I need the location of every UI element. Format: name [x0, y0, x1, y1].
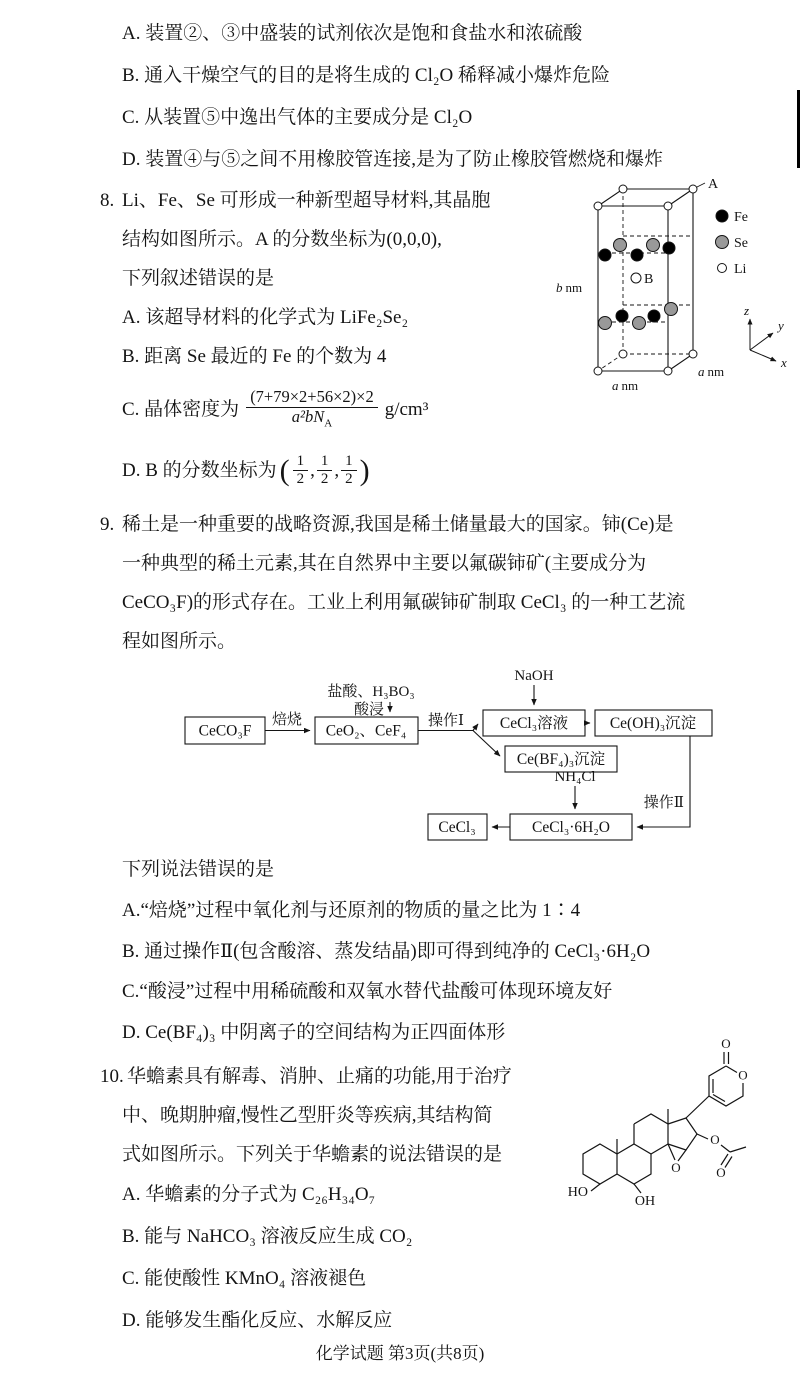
flow-box-cecl3-solution: CeCl₃溶液 [499, 715, 569, 732]
q9-number: 9. [100, 514, 115, 535]
density-fraction [246, 388, 378, 430]
flow-label-naoh: NaOH [514, 668, 554, 684]
corner-label-a: A [708, 177, 719, 192]
question-8 [0, 177, 800, 499]
ester-carbonyl-oxygen-label: O [716, 1165, 726, 1180]
flow-label-acid-leach: 酸浸 [353, 702, 384, 718]
density-denominator: $a^2bN_A$ [291, 407, 333, 430]
q8-option-a: A. 该超导材料的化学式为 LiFe₂Se₂ [122, 307, 409, 328]
flow-label-acid-reagents: 盐酸、H₃BO₃ [327, 684, 415, 700]
density-numerator: (7+79×2+56×2)×2 [246, 388, 378, 408]
q8-option-d-prefix: D. B 的分数坐标为 [122, 460, 277, 481]
q10-option-c: C. 能使酸性 KMnO₄ 溶液褪色 [122, 1268, 367, 1289]
flow-label-nh4cl: NH₄Cl [554, 769, 596, 785]
page-footer: 化学试题 第3页(共8页) [315, 1344, 485, 1363]
legend-fe-icon [716, 210, 728, 222]
q8-stem-text: Li、Fe、Se 可形成一种新型超导材料,其晶胞 [122, 190, 491, 211]
flow-step-labels [272, 668, 684, 811]
left-paren: ( [279, 453, 290, 487]
coord-fraction: $\frac{1}{2}$ [341, 453, 357, 489]
edge-label-b: b nm [556, 280, 583, 295]
q7-option-c: C. 从装置⑤中逸出气体的主要成分是 Cl₂O [122, 107, 473, 128]
ring-oxygen-label: O [738, 1067, 748, 1083]
center-label-b: B [644, 272, 654, 287]
edge-label-a2: a nm [698, 364, 725, 379]
q10-stem-line: 式如图所示。下列关于华蟾素的说法错误的是 [122, 1144, 503, 1165]
q7-option-a: A. 装置②、③中盛装的试剂依次是饱和食盐水和浓硫酸 [122, 23, 583, 44]
molecule-structure-figure [550, 1036, 795, 1211]
q10-number: 10. [100, 1066, 124, 1087]
q8-option-b: B. 距离 Se 最近的 Fe 的个数为 4 [122, 346, 387, 367]
q10-stem-line: 中、晚期肿瘤,慢性乙型肝炎等疾病,其结构简 [122, 1105, 493, 1126]
crystal-structure-figure [550, 176, 795, 406]
q9-stem-line [100, 505, 800, 544]
axis-y-label: y [778, 318, 784, 333]
b-site-atom-icon [631, 273, 641, 283]
q9-stem-line: 一种典型的稀土元素,其在自然界中主要以氟碳铈矿(主要成分为 [122, 553, 647, 574]
edge-label-a1: a nm [612, 378, 639, 393]
flow-label-op1: 操作Ⅰ [428, 713, 464, 729]
q7-option-b: B. 通入干燥空气的目的是将生成的 Cl₂O 稀释减小爆炸危险 [122, 65, 610, 86]
q9-stem-line: CeCO₃F)的形式存在。工业上利用氟碳铈矿制取 CeCl₃ 的一种工艺流 [122, 592, 686, 613]
q8-option-c-unit: g/cm³ [384, 398, 429, 420]
flow-box-cecof: CeCO₃F [198, 722, 252, 740]
flow-box-cecl3-6h2o: CeCl₃·6H₂O [532, 819, 610, 836]
axis-x-label: x [781, 355, 787, 370]
flow-label-roast: 焙烧 [271, 712, 303, 728]
q8-number: 8. [100, 190, 115, 211]
q9-option-a: A.“焙烧”过程中氧化剂与还原剂的物质的量之比为 1∶4 [122, 900, 581, 921]
q10-option-a: A. 华蟾素的分子式为 C₂₆H₃₄O₇ [122, 1184, 376, 1205]
legend-fe-label: Fe [734, 210, 748, 225]
legend-li-icon [718, 264, 727, 273]
right-paren: ) [359, 453, 370, 487]
q8-option-c-prefix: C. 晶体密度为 [122, 398, 240, 420]
lactone-oxygen-label: O [721, 1036, 731, 1051]
q10-stem-text: 华蟾素具有解毒、消肿、止痛的功能,用于治疗 [127, 1066, 512, 1087]
q9-option-d: D. Ce(BF₄)₃ 中阴离子的空间结构为正四面体形 [122, 1021, 506, 1043]
coord-fraction: $\frac{1}{2}$ [293, 453, 309, 489]
flow-box-ceo2cef4: CeO₂、CeF₄ [325, 722, 407, 740]
legend-se-label: Se [734, 236, 748, 251]
q10-option-b: B. 能与 NaHCO₃ 溶液反应生成 CO₂ [122, 1226, 413, 1247]
hydroxyl-ho-label: HO [567, 1185, 588, 1200]
question-9 [0, 505, 800, 1053]
legend-li-label: Li [734, 262, 747, 277]
flow-label-op2: 操作Ⅱ [643, 795, 684, 811]
comma: , [310, 460, 315, 481]
q9-stem-line: 程如图所示。 [122, 631, 237, 652]
q9-option-c: C.“酸浸”过程中用稀硫酸和双氧水替代盐酸可体现环境友好 [122, 981, 613, 1002]
flow-box-cebf43: Ce(BF₄)₃沉淀 [516, 751, 606, 768]
flow-box-cecl3: CeCl₃ [438, 819, 476, 836]
question-7-options [0, 0, 800, 181]
q9-stem-text: 稀土是一种重要的战略资源,我国是稀土储量最大的国家。铈(Ce)是 [122, 514, 674, 535]
axes-icon [750, 319, 776, 361]
q8-stem-line: 下列叙述错误的是 [122, 268, 275, 289]
comma: , [334, 460, 340, 481]
hydroxyl-oh-label: OH [634, 1194, 656, 1209]
legend [716, 210, 749, 277]
process-flow-figure [170, 667, 770, 847]
flow-box-ceoh3: Ce(OH)₃沉淀 [609, 715, 697, 732]
q10-option-d: D. 能够发生酯化反应、水解反应 [122, 1310, 393, 1331]
q8-stem-line: 结构如图所示。A 的分数坐标为(0,0,0), [122, 229, 442, 250]
axis-z-label: z [744, 303, 750, 318]
legend-se-icon [716, 236, 729, 249]
epoxide-oxygen-label: O [671, 1160, 681, 1175]
molecule-atom-labels [671, 1036, 747, 1180]
q8-option-d [122, 442, 800, 499]
q9-option-b: B. 通过操作Ⅱ(包含酸溶、蒸发结晶)即可得到纯净的 CeCl₃·6H₂O [122, 940, 651, 962]
question-10 [0, 1036, 800, 1342]
q9-lead: 下列说法错误的是 [122, 859, 275, 880]
flow-arrows [265, 685, 690, 827]
coord-fraction: $\frac{1}{2}$ [317, 453, 333, 489]
q7-option-d: D. 装置④与⑤之间不用橡胶管连接,是为了防止橡胶管燃烧和爆炸 [122, 149, 663, 170]
flow-box-labels [199, 714, 697, 836]
ester-oxygen-label: O [710, 1132, 720, 1147]
